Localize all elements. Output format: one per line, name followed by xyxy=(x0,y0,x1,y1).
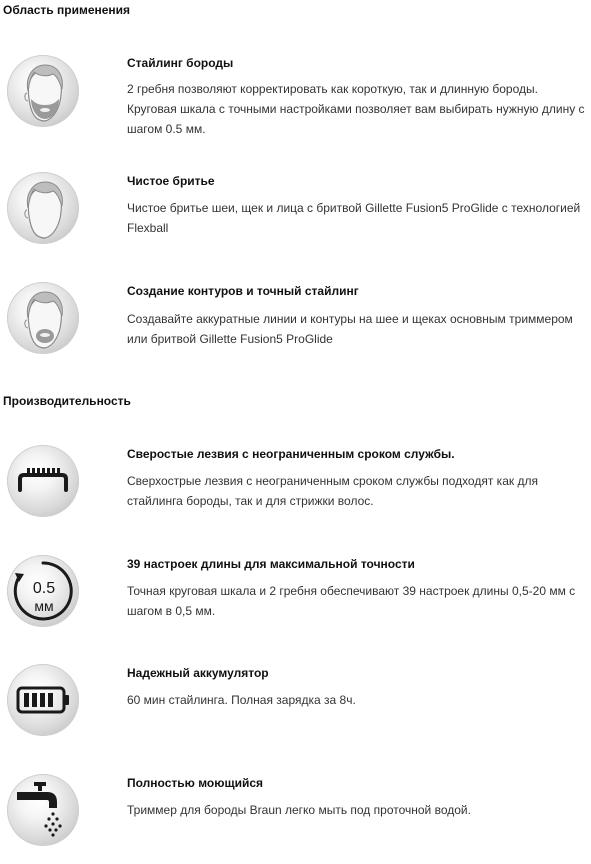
length-dial-icon xyxy=(7,555,79,627)
feature-description: 2 гребня позволяют корректировать как короткую, так и длинную бороды. Круговая шкала с точными настройками позволяет вам выбирать нужную длину с шагом 0.5 мм. xyxy=(127,82,585,136)
feature-title: Полностью моющийся xyxy=(127,776,264,790)
feature-description: Триммер для бороды Braun легко мыть под проточной водой. xyxy=(127,803,471,817)
feature-title: Стайлинг бороды xyxy=(127,56,234,70)
feature-description: Создавайте аккуратные линии и контуры на шее и щеках основным триммером или бритвой Gillette Fusion5 ProGlide xyxy=(127,312,573,346)
feature-description: 60 мин стайлинга. Полная зарядка за 8ч. xyxy=(127,693,356,707)
feature-washable xyxy=(0,774,591,864)
clean-shave-face-icon xyxy=(7,172,79,244)
dial-value: 0.5 xyxy=(32,580,56,597)
battery-icon xyxy=(7,664,79,736)
blade-icon xyxy=(7,445,79,517)
feature-title: Чистое бритье xyxy=(127,174,215,188)
feature-battery xyxy=(0,664,591,754)
section-title-application: Область применения xyxy=(3,3,131,17)
feature-title: Сверостые лезвия с неограниченным сроком службы. xyxy=(127,447,455,461)
feature-title: 39 настроек длины для максимальной точности xyxy=(127,557,415,571)
faucet-water-icon xyxy=(7,774,79,846)
feature-description: Чистое бритье шеи, щек и лица с бритвой Gillette Fusion5 ProGlide с технологией Flexball xyxy=(127,201,581,235)
contour-face-icon xyxy=(7,282,79,354)
feature-title: Надежный аккумулятор xyxy=(127,666,269,680)
feature-description: Точная круговая шкала и 2 гребня обеспечивают 39 настроек длины 0,5-20 мм с шагом в 0,5 мм. xyxy=(127,584,576,618)
feature-clean-shave xyxy=(0,172,591,262)
section-title-performance: Производительность xyxy=(3,394,131,408)
feature-beard-styling xyxy=(0,52,591,142)
feature-length-settings xyxy=(0,555,591,645)
feature-contours xyxy=(0,282,591,372)
feature-title: Создание контуров и точный стайлинг xyxy=(127,284,359,298)
feature-blades xyxy=(0,445,591,535)
feature-description: Сверхострые лезвия с неограниченным сроком службы подходят как для стайлинга бороды, так и для стрижки волос. xyxy=(127,474,538,508)
beard-face-icon xyxy=(7,55,79,127)
dial-unit: мм xyxy=(34,598,54,614)
